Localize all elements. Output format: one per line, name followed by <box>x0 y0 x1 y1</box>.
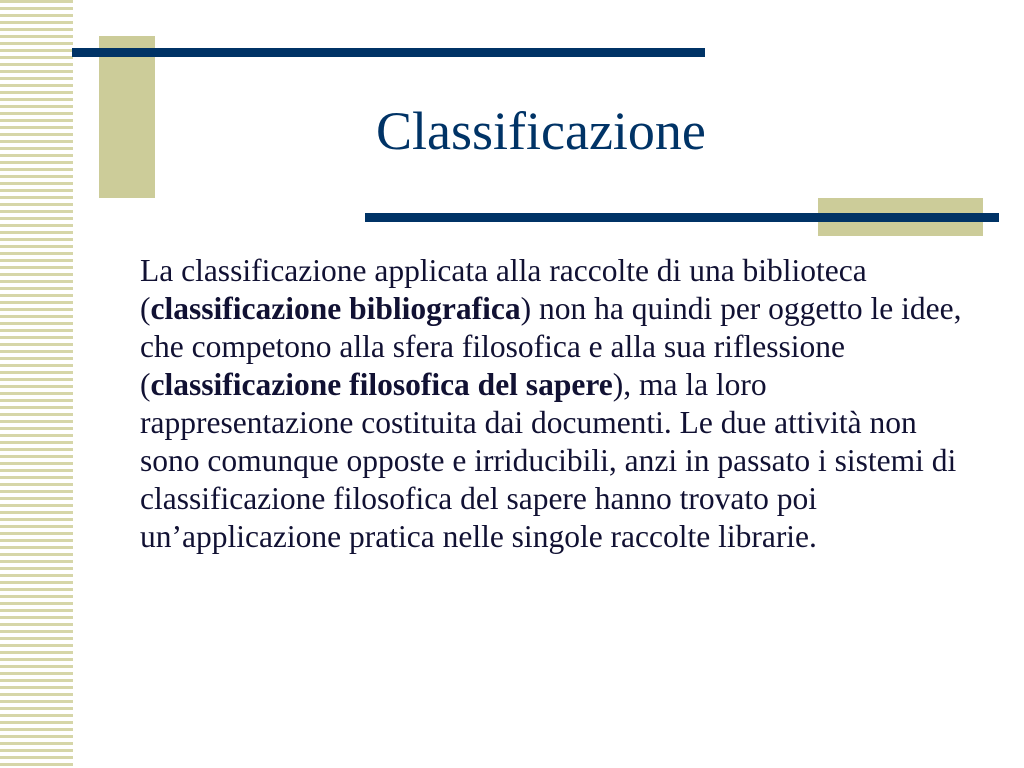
tan-block-decoration-top <box>99 36 155 198</box>
bold-term-bibliografica: classificazione bibliografica <box>150 291 521 326</box>
navy-bar-bottom <box>365 213 999 222</box>
paragraph-text-3: ), ma la loro rappresentazione costituita dai documenti. Le due attività non sono comunque opposte e irriducibili, anzi in passato i sistemi di classificazione filosofica del sapere hanno trovato poi un’applicazione pratica nelle singole raccolte librarie. <box>140 367 957 554</box>
slide-body-paragraph <box>140 252 980 556</box>
navy-bar-top <box>72 48 705 57</box>
paragraph-text-2: ) non ha quindi per oggetto le idee, che competono alla sfera filosofica e alla sua riflessione ( <box>140 291 962 402</box>
slide-title: Classificazione <box>376 101 706 161</box>
left-stripe-decoration <box>0 0 73 768</box>
paragraph-text-1: La classificazione applicata alla raccolte di una biblioteca ( <box>140 253 867 326</box>
bold-term-filosofica: classificazione filosofica del sapere <box>150 367 613 402</box>
